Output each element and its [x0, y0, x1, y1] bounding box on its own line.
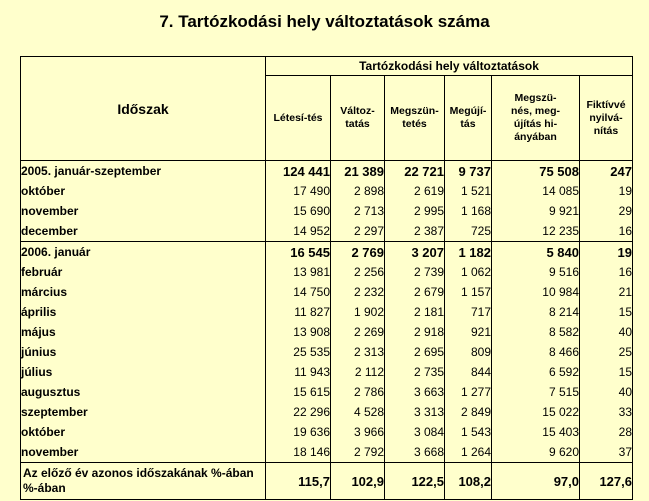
value-cell: 10 984 — [492, 282, 580, 302]
period-label: 2006. január — [21, 242, 266, 263]
value-cell: 3 966 — [331, 422, 385, 442]
value-cell: 3 207 — [385, 242, 445, 263]
period-label: december — [21, 221, 266, 242]
period-label: augusztus — [21, 382, 266, 402]
group-header: Tartózkodási hely változtatások — [266, 57, 633, 76]
period-label: május — [21, 322, 266, 342]
value-cell: 16 545 — [266, 242, 331, 263]
value-cell: 2 995 — [385, 201, 445, 221]
value-cell: 5 840 — [492, 242, 580, 263]
summary-value: 115,7 — [266, 463, 331, 500]
value-cell: 809 — [445, 342, 492, 362]
value-cell: 15 022 — [492, 402, 580, 422]
value-cell: 16 — [580, 262, 633, 282]
value-cell: 2 297 — [331, 221, 385, 242]
value-cell: 18 146 — [266, 442, 331, 463]
value-cell: 19 — [580, 242, 633, 263]
period-label: november — [21, 442, 266, 463]
period-label: szeptember — [21, 402, 266, 422]
value-cell: 29 — [580, 201, 633, 221]
column-header: Megújí- tás — [445, 76, 492, 161]
value-cell: 1 157 — [445, 282, 492, 302]
value-cell: 2 112 — [331, 362, 385, 382]
value-cell: 75 508 — [492, 161, 580, 182]
period-label: július — [21, 362, 266, 382]
value-cell: 2 269 — [331, 322, 385, 342]
value-cell: 3 668 — [385, 442, 445, 463]
column-header: Megszün- tetés — [385, 76, 445, 161]
value-cell: 3 084 — [385, 422, 445, 442]
value-cell: 25 535 — [266, 342, 331, 362]
value-cell: 14 750 — [266, 282, 331, 302]
data-table — [20, 56, 633, 500]
value-cell: 1 277 — [445, 382, 492, 402]
value-cell: 28 — [580, 422, 633, 442]
value-cell: 6 592 — [492, 362, 580, 382]
value-cell: 2 918 — [385, 322, 445, 342]
value-cell: 14 952 — [266, 221, 331, 242]
value-cell: 2 849 — [445, 402, 492, 422]
value-cell: 15 — [580, 302, 633, 322]
table-row — [21, 262, 633, 282]
table-row — [21, 382, 633, 402]
period-label: október — [21, 181, 266, 201]
value-cell: 7 515 — [492, 382, 580, 402]
value-cell: 17 490 — [266, 181, 331, 201]
summary-value: 102,9 — [331, 463, 385, 500]
value-cell: 3 663 — [385, 382, 445, 402]
value-cell: 8 214 — [492, 302, 580, 322]
value-cell: 15 403 — [492, 422, 580, 442]
value-cell: 2 735 — [385, 362, 445, 382]
value-cell: 9 516 — [492, 262, 580, 282]
value-cell: 725 — [445, 221, 492, 242]
period-label: június — [21, 342, 266, 362]
value-cell: 14 085 — [492, 181, 580, 201]
table-row — [21, 442, 633, 463]
value-cell: 4 528 — [331, 402, 385, 422]
value-cell: 1 902 — [331, 302, 385, 322]
value-cell: 1 521 — [445, 181, 492, 201]
value-cell: 2 769 — [331, 242, 385, 263]
value-cell: 2 313 — [331, 342, 385, 362]
value-cell: 2 619 — [385, 181, 445, 201]
value-cell: 2 232 — [331, 282, 385, 302]
value-cell: 2 786 — [331, 382, 385, 402]
value-cell: 2 898 — [331, 181, 385, 201]
table-row — [21, 362, 633, 382]
table-row — [21, 322, 633, 342]
summary-row — [21, 463, 633, 500]
value-cell: 717 — [445, 302, 492, 322]
value-cell: 9 921 — [492, 201, 580, 221]
column-header: Fiktívvé nyilvá- nítás — [580, 76, 633, 161]
value-cell: 15 690 — [266, 201, 331, 221]
summary-label: Az előző év azonos időszakának %-ában %-ában — [21, 463, 266, 500]
value-cell: 22 721 — [385, 161, 445, 182]
value-cell: 1 543 — [445, 422, 492, 442]
period-label: február — [21, 262, 266, 282]
table-row — [21, 402, 633, 422]
value-cell: 844 — [445, 362, 492, 382]
value-cell: 1 264 — [445, 442, 492, 463]
value-cell: 21 — [580, 282, 633, 302]
value-cell: 11 943 — [266, 362, 331, 382]
value-cell: 8 466 — [492, 342, 580, 362]
value-cell: 19 636 — [266, 422, 331, 442]
summary-value: 108,2 — [445, 463, 492, 500]
value-cell: 9 737 — [445, 161, 492, 182]
value-cell: 25 — [580, 342, 633, 362]
value-cell: 3 313 — [385, 402, 445, 422]
period-label: március — [21, 282, 266, 302]
table-row — [21, 282, 633, 302]
value-cell: 2 792 — [331, 442, 385, 463]
column-header: Változ- tatás — [331, 76, 385, 161]
value-cell: 2 695 — [385, 342, 445, 362]
value-cell: 16 — [580, 221, 633, 242]
value-cell: 247 — [580, 161, 633, 182]
value-cell: 11 827 — [266, 302, 331, 322]
period-header: Időszak — [21, 57, 266, 161]
summary-value: 127,6 — [580, 463, 633, 500]
value-cell: 19 — [580, 181, 633, 201]
value-cell: 15 — [580, 362, 633, 382]
value-cell: 8 582 — [492, 322, 580, 342]
value-cell: 1 168 — [445, 201, 492, 221]
value-cell: 2 713 — [331, 201, 385, 221]
table-row — [21, 181, 633, 201]
value-cell: 2 256 — [331, 262, 385, 282]
table-row — [21, 302, 633, 322]
value-cell: 15 615 — [266, 382, 331, 402]
value-cell: 2 739 — [385, 262, 445, 282]
period-label: november — [21, 201, 266, 221]
period-label: 2005. január-szeptember — [21, 161, 266, 182]
value-cell: 2 181 — [385, 302, 445, 322]
value-cell: 9 620 — [492, 442, 580, 463]
value-cell: 12 235 — [492, 221, 580, 242]
period-label: április — [21, 302, 266, 322]
table-row — [21, 221, 633, 242]
page-title: 7. Tartózkodási hely változtatások száma — [159, 12, 490, 31]
table-row — [21, 201, 633, 221]
value-cell: 37 — [580, 442, 633, 463]
column-header: Megszü- nés, meg- újítás hi- ányában — [492, 76, 580, 161]
value-cell: 1 182 — [445, 242, 492, 263]
value-cell: 13 908 — [266, 322, 331, 342]
value-cell: 124 441 — [266, 161, 331, 182]
value-cell: 2 387 — [385, 221, 445, 242]
table-body — [21, 161, 633, 500]
value-cell: 1 062 — [445, 262, 492, 282]
table-row — [21, 342, 633, 362]
value-cell: 22 296 — [266, 402, 331, 422]
value-cell: 33 — [580, 402, 633, 422]
value-cell: 2 679 — [385, 282, 445, 302]
table-row — [21, 242, 633, 263]
value-cell: 40 — [580, 382, 633, 402]
value-cell: 921 — [445, 322, 492, 342]
column-header: Létesí-tés — [266, 76, 331, 161]
summary-value: 122,5 — [385, 463, 445, 500]
summary-value: 97,0 — [492, 463, 580, 500]
period-label: október — [21, 422, 266, 442]
table-row — [21, 161, 633, 182]
table-row — [21, 422, 633, 442]
value-cell: 13 981 — [266, 262, 331, 282]
value-cell: 40 — [580, 322, 633, 342]
value-cell: 21 389 — [331, 161, 385, 182]
